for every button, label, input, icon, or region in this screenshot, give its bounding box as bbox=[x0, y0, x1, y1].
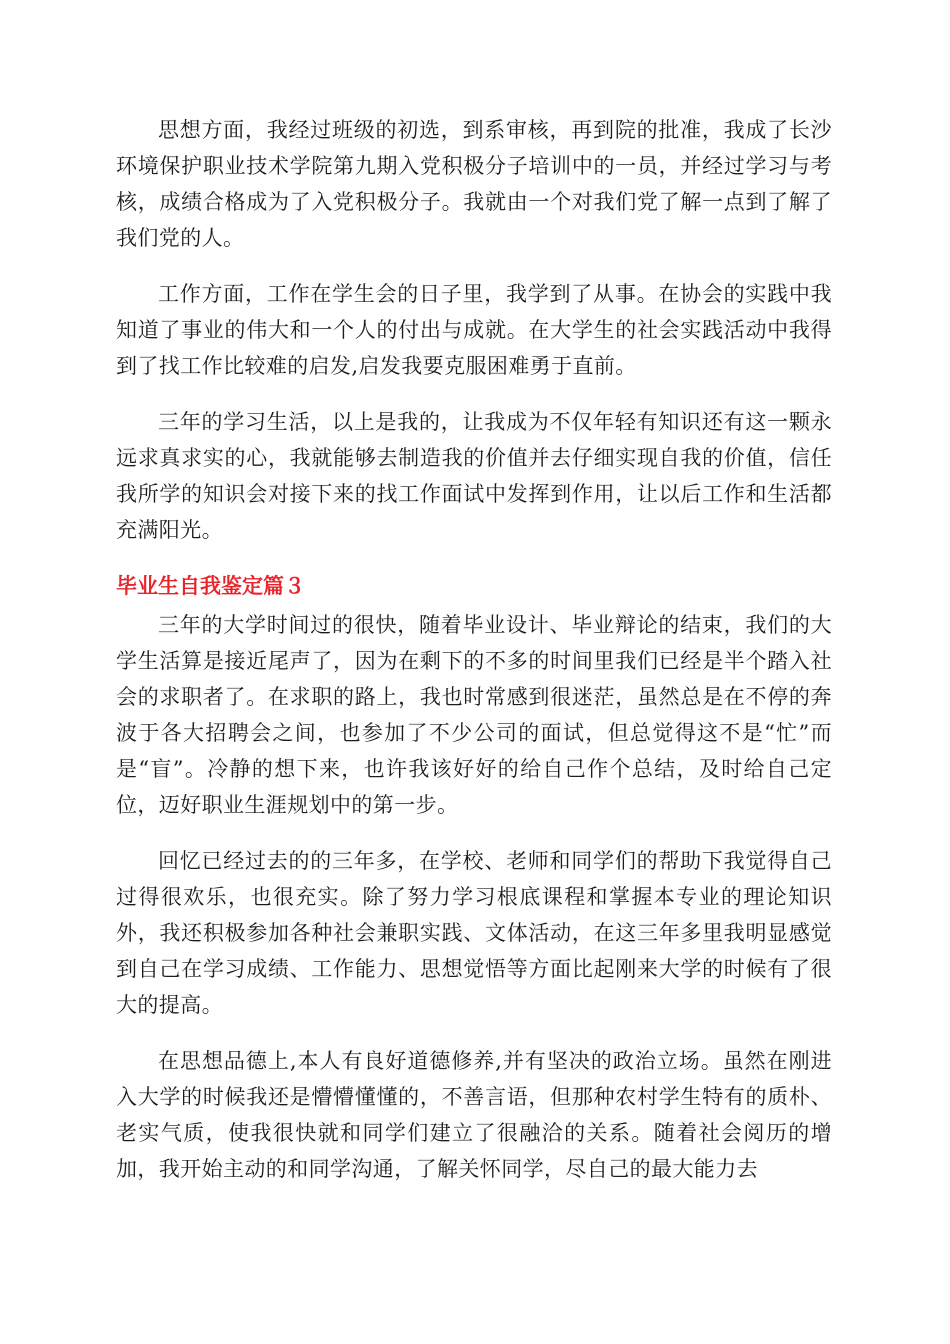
paragraph-moral-character: 在思想品德上,本人有良好道德修养,并有坚决的政治立场。虽然在刚进入大学的时候我还是懵懵懂懂的，不善言语，但那种农村学生特有的质朴、老实气质，使我很快就和同学们建立了很融洽的关系。随着社会阅历的增加，我开始主动的和同学沟通，了解关怀同学，尽自己的最大能力去 bbox=[116, 1049, 832, 1181]
paragraph-work: 工作方面，工作在学生会的日子里，我学到了从事。在协会的实践中我知道了事业的伟大和一个人的付出与成就。在大学生的社会实践活动中我得到了找工作比较难的启发,启发我要克服困难勇于直前。 bbox=[116, 282, 832, 378]
paragraph-university-time: 三年的大学时间过的很快，随着毕业设计、毕业辩论的结束，我们的大学生活算是接近尾声了，因为在剩下的不多的时间里我们已经是半个踏入社会的求职者了。在求职的路上，我也时常感到很迷茫，虽然总是在不停的奔波于各大招聘会之间，也参加了不少公司的面试，但总觉得这不是“忙”而是“盲”。冷静的想下来，也许我该好好的给自己作个总结，及时给自己定位，迈好职业生涯规划中的第一步。 bbox=[116, 613, 832, 817]
section-heading: 毕业生自我鉴定篇３ bbox=[116, 574, 305, 598]
paragraph-three-years: 三年的学习生活，以上是我的，让我成为不仅年轻有知识还有这一颗永远求真求实的心，我就能够去制造我的价值并去仔细实现自我的价值，信任我所学的知识会对接下来的找工作面试中发挥到作用，让以后工作和生活都充满阳光。 bbox=[116, 410, 832, 542]
paragraph-thought: 思想方面，我经过班级的初选，到系审核，再到院的批准，我成了长沙环境保护职业技术学院第九期入党积极分子培训中的一员，并经过学习与考核，成绩合格成为了入党积极分子。我就由一个对我们党了解一点到了解了我们党的人。 bbox=[116, 118, 832, 250]
paragraph-recollection: 回忆已经过去的的三年多，在学校、老师和同学们的帮助下我觉得自己过得很欢乐，也很充实。除了努力学习根底课程和掌握本专业的理论知识外，我还积极参加各种社会兼职实践、文体活动，在这三年多里我明显感觉到自己在学习成绩、工作能力、思想觉悟等方面比起刚来大学的时候有了很大的提高。 bbox=[116, 849, 832, 1017]
document-page bbox=[116, 112, 832, 1187]
